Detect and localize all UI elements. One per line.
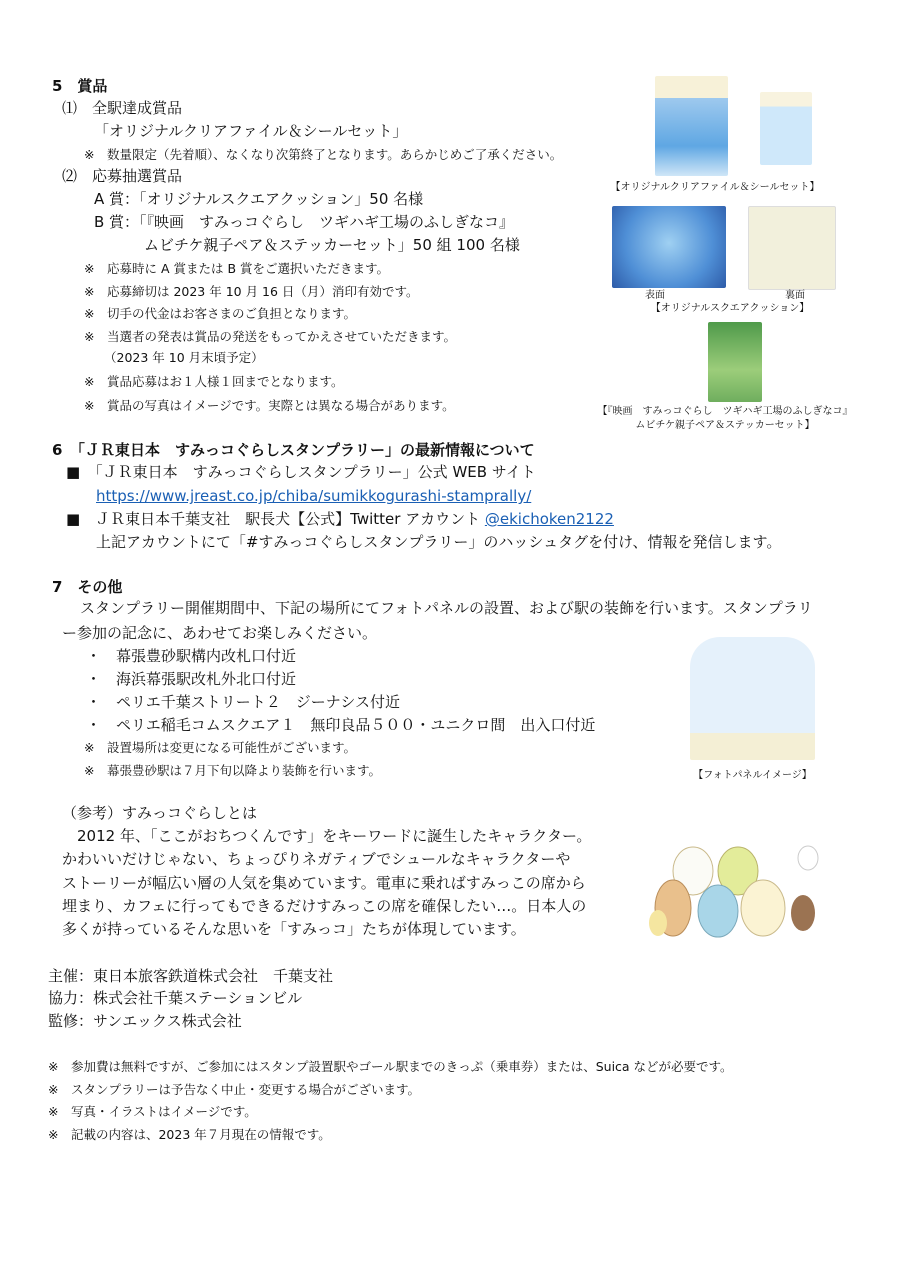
cooperation: 協力：株式会社千葉ステーションビル	[48, 989, 303, 1007]
back-label: 裏面	[785, 290, 805, 301]
section-7-paragraph-2: ー参加の記念に、あわせてお楽しみください。	[62, 624, 378, 642]
mubichike-caption-2: ムビチケ親子ペア＆ステッカーセット】	[635, 420, 815, 431]
about-line: 埋まり、カフェに行ってもできるだけすみっこの席を確保したい…。日本人の	[62, 897, 587, 915]
about-line: ストーリーが幅広い層の人気を集めています。電車に乗ればすみっこの席から	[62, 874, 586, 892]
prize-note: ※ 当選者の発表は賞品の発送をもってかえさせていただきます。	[84, 329, 456, 344]
mubichike-caption-1: 【『映画 すみっコぐらし ツギハギ工場のふしぎなコ』	[597, 406, 853, 417]
clear-file-caption: 【オリジナルクリアファイル＆シールセット】	[610, 182, 820, 193]
twitter-description: 上記アカウントにて「#すみっコぐらしスタンプラリー」のハッシュタグを付け、情報を発信します。	[96, 533, 782, 551]
prize-b-line2: ムビチケ親子ペア＆ステッカーセット」50 組 100 名様	[144, 236, 520, 254]
web-site-bullet: ■ 「ＪＲ東日本 すみっコぐらしスタンプラリー」公式 WEB サイト	[66, 463, 536, 481]
sumikko-characters-illustration	[643, 833, 826, 941]
cushion-back-image	[748, 206, 836, 290]
footnote: ※ 記載の内容は、2023 年７月現在の情報です。	[48, 1127, 331, 1142]
about-line: かわいいだけじゃない、ちょっぴりネガティブでシュールなキャラクターや	[62, 850, 571, 868]
footnote: ※ 写真・イラストはイメージです。	[48, 1104, 257, 1119]
prize-1-label: ⑴ 全駅達成賞品	[62, 99, 183, 117]
prize-note: ※ 賞品応募はお１人様１回までとなります。	[84, 374, 344, 389]
prize-b-line1: B 賞：「『映画 すみっコぐらし ツギハギ工場のふしぎなコ』	[94, 213, 515, 231]
location-item: ・ 幕張豊砂駅構内改札口付近	[86, 647, 297, 665]
section-6-title: 6 「ＪＲ東日本 すみっコぐらしスタンプラリー」の最新情報について	[52, 441, 535, 459]
cushion-front-image	[612, 206, 726, 288]
section-5-title: 5 賞品	[52, 77, 108, 95]
supervision: 監修：サンエックス株式会社	[48, 1012, 242, 1030]
organizer: 主催：東日本旅客鉄道株式会社 千葉支社	[48, 967, 334, 985]
section-7-title: 7 その他	[52, 578, 123, 596]
prize-2-label: ⑵ 応募抽選賞品	[62, 167, 183, 185]
prize-1-note: ※ 数量限定（先着順）、なくなり次第終了となります。あらかじめご了承ください。	[84, 147, 563, 162]
twitter-link[interactable]: @ekichoken2122	[484, 510, 614, 528]
prize-note: ※ 切手の代金はお客さまのご負担となります。	[84, 306, 356, 321]
prize-note: ※ 賞品の写真はイメージです。実際とは異なる場合があります。	[84, 398, 455, 413]
cushion-caption: 【オリジナルスクエアクッション】	[650, 303, 810, 314]
section-7-note: ※ 幕張豊砂駅は７月下旬以降より装飾を行います。	[84, 763, 381, 778]
location-item: ・ 海浜幕張駅改札外北口付近	[86, 670, 297, 688]
photo-panel-image	[690, 637, 815, 760]
prize-1-item: 「オリジナルクリアファイル＆シールセット」	[94, 122, 408, 140]
about-title: （参考）すみっコぐらしとは	[62, 804, 258, 822]
prize-note-sub: （2023 年 10 月末頃予定）	[104, 350, 264, 365]
website-link[interactable]: https://www.jreast.co.jp/chiba/sumikkogurashi-stamprally/	[96, 487, 532, 505]
photo-panel-caption: 【フォトパネルイメージ】	[693, 770, 812, 781]
location-item: ・ ペリエ稲毛コムスクエア１ 無印良品５００・ユニクロ間 出入口付近	[86, 716, 596, 734]
prize-note: ※ 応募締切は 2023 年 10 月 16 日（月）消印有効です。	[84, 284, 419, 299]
prize-note: ※ 応募時に A 賞または B 賞をご選択いただきます。	[84, 261, 389, 276]
location-item: ・ ペリエ千葉ストリート２ ジーナシス付近	[86, 693, 400, 711]
footnote: ※ 参加費は無料ですが、ご参加にはスタンプ設置駅やゴール駅までのきっぷ（乗車券）または、Suica などが必要です。	[48, 1059, 733, 1074]
section-7-note: ※ 設置場所は変更になる可能性がございます。	[84, 740, 356, 755]
twitter-bullet-text: ■ ＪＲ東日本千葉支社 駅長犬【公式】Twitter アカウント	[66, 510, 481, 528]
section-7-paragraph-1: スタンプラリー開催期間中、下記の場所にてフォトパネルの設置、および駅の装飾を行います。スタンプラリ	[80, 599, 813, 617]
footnote: ※ スタンプラリーは予告なく中止・変更する場合がございます。	[48, 1082, 420, 1097]
prize-a: A 賞：「オリジナルスクエアクッション」50 名様	[94, 190, 424, 208]
mubichike-image	[708, 322, 762, 402]
twitter-bullet	[66, 509, 614, 529]
about-line: 2012 年、「ここがおちつくんです」をキーワードに誕生したキャラクター。	[62, 827, 592, 845]
sticker-image	[760, 92, 812, 165]
clear-file-image	[655, 76, 728, 176]
front-label: 表面	[645, 290, 665, 301]
about-line: 多くが持っているそんな思いを「すみっコ」たちが体現しています。	[62, 920, 526, 938]
